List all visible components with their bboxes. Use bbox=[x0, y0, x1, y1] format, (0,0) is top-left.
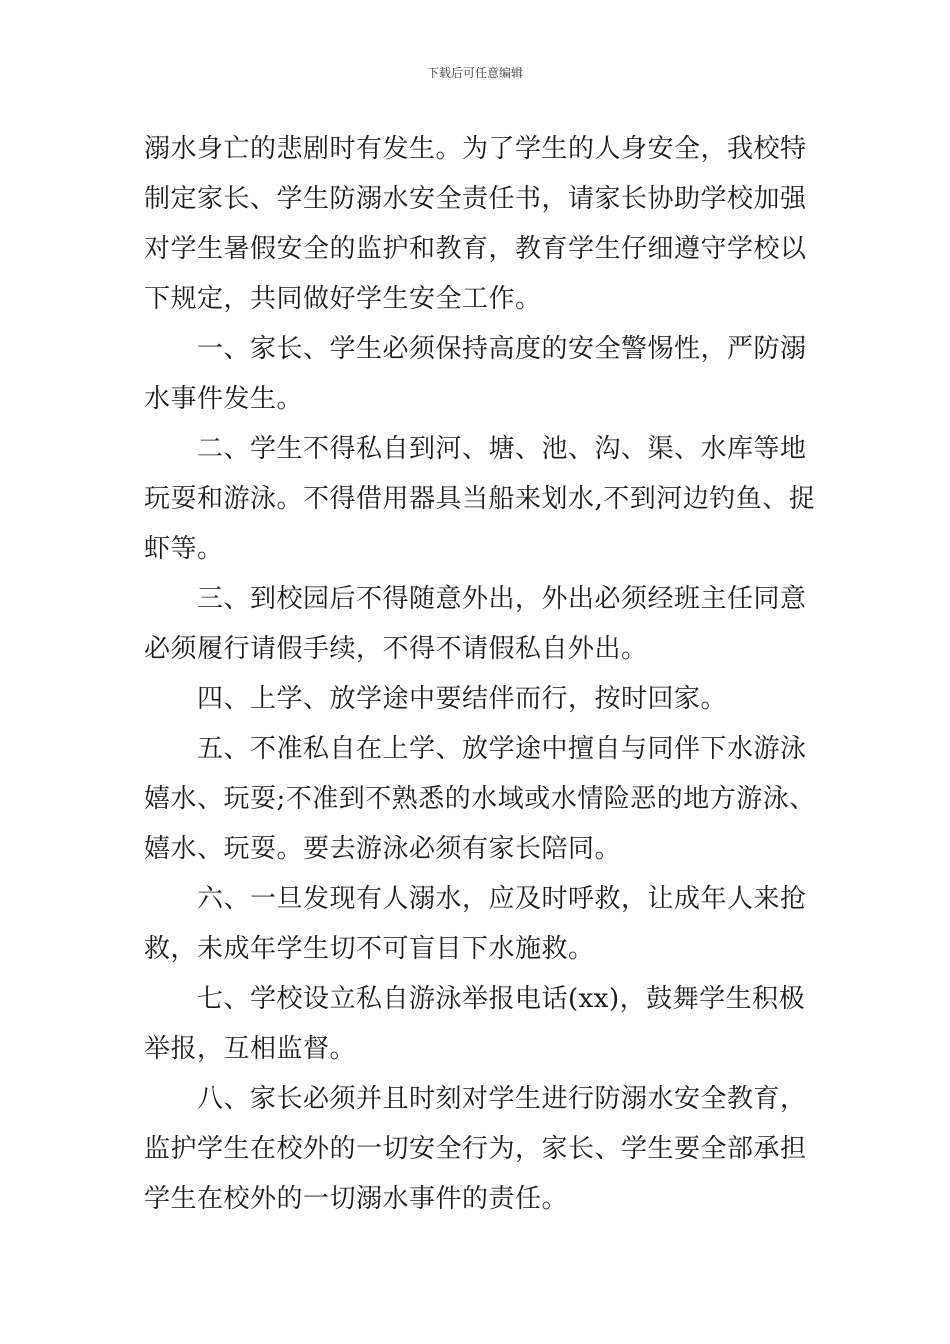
text-line: 嬉水、玩耍;不准到不熟悉的水域或水情险恶的地方游泳、 bbox=[144, 784, 816, 814]
text-line: 救，未成年学生切不可盲目下水施救。 bbox=[144, 934, 595, 964]
text-line: 玩耍和游泳。不得借用器具当船来划水,不到河边钓鱼、捉 bbox=[144, 484, 816, 514]
paragraph-item-4: 四、上学、放学途中要结伴而行，按时回家。 bbox=[197, 684, 728, 714]
document-body bbox=[144, 124, 814, 1224]
text-line: 溺水身亡的悲剧时有发生。为了学生的人身安全，我校特 bbox=[144, 134, 807, 164]
text-line: 虾等。 bbox=[144, 534, 224, 564]
page-header: 下载后可任意编辑 bbox=[426, 66, 523, 80]
text-line: 水事件发生。 bbox=[144, 384, 304, 414]
text-line: 监护学生在校外的一切安全行为，家长、学生要全部承担 bbox=[144, 1134, 807, 1164]
text-line: 必须履行请假手续，不得不请假私自外出。 bbox=[144, 634, 648, 664]
paragraph-item-2: 二、学生不得私自到河、塘、池、沟、渠、水库等地 bbox=[197, 434, 807, 464]
text-line: 举报，互相监督。 bbox=[144, 1034, 357, 1064]
text-line: 制定家长、学生防溺水安全责任书，请家长协助学校加强 bbox=[144, 184, 807, 214]
text-line: 对学生暑假安全的监护和教育，教育学生仔细遵守学校以 bbox=[144, 234, 807, 264]
text-line: 下规定，共同做好学生安全工作。 bbox=[144, 284, 542, 314]
text-line: 学生在校外的一切溺水事件的责任。 bbox=[144, 1184, 569, 1214]
paragraph-item-7: 七、学校设立私自游泳举报电话(xx)，鼓舞学生积极 bbox=[197, 984, 806, 1014]
paragraph-item-6: 六、一旦发现有人溺水，应及时呼救，让成年人来抢 bbox=[197, 884, 807, 914]
paragraph-item-1: 一、家长、学生必须保持高度的安全警惕性，严防溺 bbox=[197, 334, 807, 364]
paragraph-item-3: 三、到校园后不得随意外出，外出必须经班主任同意 bbox=[197, 584, 807, 614]
paragraph-item-5: 五、不准私自在上学、放学途中擅自与同伴下水游泳 bbox=[197, 734, 807, 764]
text-line: 嬉水、玩耍。要去游泳必须有家长陪同。 bbox=[144, 834, 622, 864]
paragraph-item-8: 八、家长必须并且时刻对学生进行防溺水安全教育， bbox=[197, 1084, 807, 1114]
